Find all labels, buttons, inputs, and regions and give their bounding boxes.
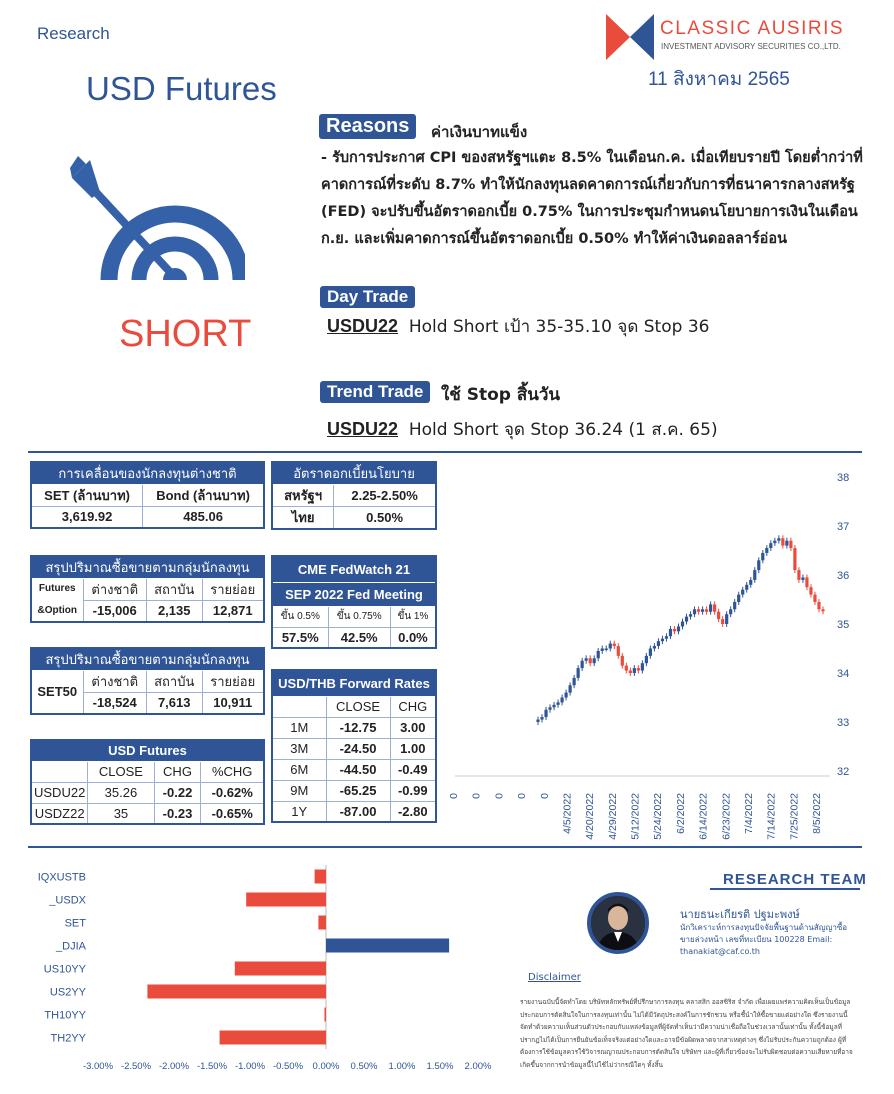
forward-chg: -2.80 (390, 801, 436, 822)
candle-body (649, 649, 652, 656)
table-row (31, 803, 264, 824)
target-arrow-icon (70, 150, 245, 285)
x-tick-label: 6/2/2022 (674, 793, 687, 834)
research-team-title: RESEARCH TEAM (723, 871, 867, 888)
table-row (272, 759, 436, 780)
candle-body (713, 604, 716, 611)
candle-body (765, 548, 768, 553)
candle-body (581, 661, 584, 668)
candle-body (609, 644, 612, 649)
x-tick-label: 0.50% (350, 1061, 378, 1072)
bar-category-label: IQXUSTB (37, 871, 86, 884)
fedwatch-c2: ขึ้น 0.75% (328, 606, 390, 627)
candle-body (701, 609, 704, 611)
candle-body (573, 678, 576, 685)
y-tick-label: 34 (837, 668, 850, 680)
candle-body (761, 553, 764, 560)
candle-body (601, 649, 604, 651)
x-tick-label: 4/20/2022 (584, 793, 597, 840)
trend-trade-subtitle: ใช้ Stop สิ้นวัน (441, 385, 561, 405)
candle-body (749, 580, 752, 585)
futures-flow-c1: ต่างชาติ (83, 579, 146, 601)
bar (246, 893, 326, 907)
set50-flow-title: สรุปปริมาณซื้อขายตามกลุ่มนักลงทุน (31, 648, 264, 671)
forward-close: -12.75 (326, 717, 390, 738)
candle-body (689, 614, 692, 616)
trend-trade-text: Hold Short จุด Stop 36.24 (1 ส.ค. 65) (408, 420, 718, 440)
company-name: CLASSIC AUSIRIS (660, 18, 845, 39)
candle-body (637, 668, 640, 670)
policy-rate-title: อัตราดอกเบี้ยนโยบาย (272, 462, 436, 485)
x-tick-label: 6/23/2022 (720, 793, 733, 840)
x-tick-label: 0 (448, 793, 460, 799)
candle-body (645, 656, 648, 663)
usd-futures-title: USD Futures (31, 740, 264, 761)
fedwatch-v1: 57.5% (272, 627, 328, 648)
reasons-subtitle: ค่าเงินบาทแข็ง (431, 123, 528, 141)
forward-tenor: 3M (272, 738, 326, 759)
candle-body (673, 629, 676, 631)
y-tick-label: 36 (837, 570, 850, 582)
candle-body (781, 538, 784, 545)
page-title: USD Futures (86, 70, 277, 107)
disclaimer-text: รายงานฉบับนี้จัดทำโดย บริษัทหลักทรัพย์ที่ปรึกษาการลงทุน คลาสสิก ออสซิริส จำกัด เพื่อเผยแพร่ความคิดเห็นเป็นข้อมูลประกอบการตัดสินใจในการลงทุนเท่านั้น ไม่ได้มีวัตถุประสงค์ในการชักชวน หรือชี้นำให้ซื้อขายแต่อย่างใด ซึ่งรายงานนี้ จัดทำด้วยความเห็นส่วนตัวประกอบกับแหล่งข้อมูลที่ผู้จัดทำเห็นว่ามีความน่าเชื่อถือในช่วงเวลานั้นเท่านั้น ทั้งนี้ข้อมูลที่ปรากฏไม่ได้เป็นการยืนยันข้อเท็จจริงแต่อย่างใดและอาจมีข้อผิดพลาดจากสาเหตุต่างๆ ซึ่งไม่รับประกันความถูกต้อง ผู้ที่ต้องการใช้ข้อมูลควรใช้วิจารณญาณประกอบการตัดสินใจ บริษัทฯ และผู้ที่เกี่ยวข้องจะไม่รับผิดชอบต่อความเสียหายที่อาจเกิดขึ้นจากการนำข้อมูลนี้ไปใช้ไม่ว่ากรณีใดๆ ทั้งสิ้น (520, 998, 853, 1069)
policy-rate-table (271, 461, 437, 530)
bar (315, 870, 326, 884)
x-tick-label: 7/25/2022 (788, 793, 801, 840)
fedwatch-subtitle: SEP 2022 Fed Meeting (272, 582, 436, 606)
candle-body (625, 666, 628, 671)
candle-body (617, 646, 620, 656)
usd-futures-close: 35.26 (88, 782, 154, 803)
candle-body (597, 651, 600, 658)
candle-body (789, 541, 792, 548)
forward-tenor: 1M (272, 717, 326, 738)
bar-category-label: SET (64, 917, 86, 930)
trend-trade-line (327, 416, 718, 443)
forward-tenor: 9M (272, 780, 326, 801)
candle-body (605, 649, 608, 651)
candle-body (693, 609, 696, 614)
candle-body (556, 702, 559, 704)
y-tick-label: 33 (837, 717, 850, 729)
candle-body (677, 626, 680, 631)
fedwatch-c1: ขึ้น 0.5% (272, 606, 328, 627)
y-tick-label: 38 (837, 472, 850, 484)
candle-body (777, 538, 780, 540)
fedwatch-title: CME FedWatch 21 (272, 556, 436, 582)
signal-label: SHORT (119, 313, 252, 355)
bar-category-label: _DJIA (56, 940, 86, 953)
usd-futures-h-pct: %CHG (201, 761, 264, 782)
candle-body (801, 577, 804, 579)
fedwatch-table (271, 555, 437, 649)
candle-body (629, 671, 632, 673)
set50-flow-c1: ต่างชาติ (83, 671, 146, 693)
table-row (272, 717, 436, 738)
set50-flow-c2: สถาบัน (146, 671, 202, 693)
foreign-flow-title: การเคลื่อนของนักลงทุนต่างชาติ (31, 462, 264, 485)
x-tick-label: 1.00% (388, 1061, 416, 1072)
x-tick-label: 7/4/2022 (742, 793, 755, 834)
foreign-flow-h2: Bond (ล้านบาท) (143, 485, 264, 507)
candle-body (793, 548, 796, 570)
candle-body (697, 609, 700, 611)
candle-body (653, 646, 656, 648)
trend-trade-symbol: USDU22 (327, 419, 399, 439)
futures-flow-c3: รายย่อย (202, 579, 264, 601)
usd-futures-h-chg: CHG (154, 761, 201, 782)
forward-title: USD/THB Forward Rates (272, 670, 436, 696)
candle-body (737, 595, 740, 602)
candle-body (560, 698, 563, 703)
day-trade-line (327, 313, 709, 340)
set50-flow-v3: 10,911 (202, 693, 264, 714)
candle-body (665, 636, 668, 638)
x-tick-label: 8/5/2022 (811, 793, 823, 834)
futures-flow-c2: สถาบัน (146, 579, 202, 601)
candle-body (805, 577, 808, 587)
usd-futures-name: USDZ22 (31, 803, 88, 824)
forward-close: -44.50 (326, 759, 390, 780)
fedwatch-v2: 42.5% (328, 627, 390, 648)
table-row (272, 801, 436, 822)
candle-body (757, 560, 760, 570)
candle-body (564, 693, 567, 698)
forward-chg: 1.00 (390, 738, 436, 759)
set50-flow-c3: รายย่อย (202, 671, 264, 693)
candle-body (821, 609, 824, 611)
usd-futures-name: USDU22 (31, 782, 88, 803)
x-tick-label: -1.50% (196, 1061, 228, 1072)
forward-chg: 3.00 (390, 717, 436, 738)
candle-body (633, 668, 636, 673)
company-logo-icon (606, 14, 654, 60)
candle-body (797, 570, 800, 580)
table-row (31, 782, 264, 803)
x-tick-label: 0.00% (312, 1061, 340, 1072)
usd-futures-table (30, 739, 265, 825)
performance-bar-chart (28, 860, 498, 1075)
candle-body (657, 641, 660, 646)
set50-flow-table (30, 647, 265, 715)
candle-body (540, 717, 543, 719)
trend-trade-badge: Trend Trade (320, 381, 430, 403)
candle-body (769, 543, 772, 548)
x-tick-label: -2.00% (158, 1061, 190, 1072)
futures-flow-v2: 2,135 (146, 601, 202, 622)
y-tick-label: 35 (837, 619, 850, 631)
x-tick-label: 5/12/2022 (629, 793, 642, 840)
bar (147, 985, 326, 999)
team-underline (710, 888, 860, 891)
y-tick-label: 37 (837, 521, 850, 533)
usd-futures-chg: -0.23 (154, 803, 201, 824)
x-tick-label: -0.50% (272, 1061, 304, 1072)
candle-body (536, 720, 539, 722)
section-divider-2 (28, 846, 862, 848)
candle-body (729, 609, 732, 614)
candle-body (685, 617, 688, 622)
policy-rate-th-value: 0.50% (334, 507, 436, 530)
analyst-position: นักวิเคราะห์การลงทุนปัจจัยพื้นฐานด้านสัญญาซื้อขายล่วงหน้า เลขที่ทะเบียน 100228 Email: thanakiat@caf.co.th (680, 923, 848, 956)
candle-body (705, 609, 708, 611)
candle-body (753, 570, 756, 580)
bar-category-label: TH2YY (50, 1032, 86, 1045)
bar (235, 962, 326, 976)
bar (324, 1008, 326, 1022)
usd-futures-pct: -0.62% (201, 782, 264, 803)
futures-flow-title: สรุปปริมาณซื้อขายตามกลุ่มนักลงทุน (31, 556, 264, 579)
policy-rate-us-label: สหรัฐฯ (272, 485, 334, 507)
x-tick-label: 0 (516, 793, 529, 799)
futures-flow-v1: -15,006 (83, 601, 146, 622)
candle-body (585, 658, 588, 660)
usd-futures-close: 35 (88, 803, 154, 824)
report-date: 11 สิงหาคม 2565 (648, 69, 790, 90)
day-trade-text: Hold Short เป้า 35-35.10 จุด Stop 36 (408, 317, 710, 337)
candle-body (661, 639, 664, 641)
candle-body (709, 604, 712, 611)
candle-body (809, 587, 812, 594)
set50-flow-v2: 7,613 (146, 693, 202, 714)
forward-chg: -0.49 (390, 759, 436, 780)
candle-body (813, 595, 816, 602)
usd-futures-pct: -0.65% (201, 803, 264, 824)
day-trade-badge: Day Trade (320, 286, 415, 308)
candle-body (544, 710, 547, 717)
avatar (587, 892, 649, 954)
bar-category-label: US10YY (43, 963, 86, 976)
forward-tenor: 6M (272, 759, 326, 780)
foreign-flow-h1: SET (ล้านบาท) (31, 485, 143, 507)
section-label: Research (37, 24, 110, 43)
candle-body (785, 541, 788, 546)
usd-futures-blank (31, 761, 88, 782)
forward-h-chg: CHG (390, 696, 436, 717)
x-tick-label: 1.50% (426, 1061, 454, 1072)
candle-body (721, 619, 724, 624)
candle-body (669, 629, 672, 636)
fedwatch-c3: ขึ้น 1% (390, 606, 436, 627)
analyst-name: นายธนะเกียรติ ปฐมะพงษ์ (680, 908, 800, 921)
candle-body (641, 663, 644, 670)
x-tick-label: 4/29/2022 (606, 793, 619, 840)
x-tick-label: -2.50% (120, 1061, 152, 1072)
candle-body (741, 590, 744, 595)
x-tick-label: -3.00% (82, 1061, 114, 1072)
bar (220, 1031, 326, 1045)
futures-flow-label: Futures &Option (31, 579, 83, 622)
policy-rate-th-label: ไทย (272, 507, 334, 530)
foreign-flow-v2: 485.06 (143, 507, 264, 528)
candle-body (613, 644, 616, 646)
forward-close: -87.00 (326, 801, 390, 822)
forward-chg: -0.99 (390, 780, 436, 801)
candle-body (548, 707, 551, 709)
reasons-badge: Reasons (319, 114, 416, 139)
candle-body (745, 585, 748, 590)
candle-body (589, 658, 592, 663)
y-tick-label: 32 (837, 766, 850, 778)
candle-body (593, 658, 596, 663)
bar-category-label: TH10YY (44, 1009, 86, 1022)
forward-close: -24.50 (326, 738, 390, 759)
candle-body (817, 602, 820, 609)
x-tick-label: 5/24/2022 (652, 793, 665, 840)
candle-body (681, 622, 684, 627)
x-tick-label: 7/14/2022 (765, 793, 778, 840)
x-tick-label: 4/5/2022 (561, 793, 574, 834)
table-row (272, 738, 436, 759)
bar-category-label: _USDX (49, 894, 86, 907)
company-subtitle: INVESTMENT ADVISORY SECURITIES CO.,LTD. (661, 42, 841, 51)
candle-body (552, 705, 555, 707)
x-tick-label: 0 (470, 793, 483, 799)
candle-body (725, 614, 728, 624)
candle-body (621, 656, 624, 666)
usd-futures-h-close: CLOSE (88, 761, 154, 782)
forward-h-close: CLOSE (326, 696, 390, 717)
bar (326, 939, 449, 953)
candle-body (569, 685, 572, 692)
bar-category-label: US2YY (49, 986, 86, 999)
futures-flow-table (30, 555, 265, 623)
usd-futures-chg: -0.22 (154, 782, 201, 803)
forward-rates-table (271, 669, 437, 823)
set50-flow-v1: -18,524 (83, 693, 146, 714)
forward-tenor: 1Y (272, 801, 326, 822)
fedwatch-v3: 0.0% (390, 627, 436, 648)
disclaimer-link[interactable]: Disclaimer (528, 972, 581, 983)
candle-body (733, 602, 736, 609)
policy-rate-us-value: 2.25-2.50% (334, 485, 436, 507)
analyst-photo-icon (591, 896, 645, 950)
x-tick-label: -1.00% (234, 1061, 266, 1072)
bar (318, 916, 326, 930)
futures-flow-v3: 12,871 (202, 601, 264, 622)
section-divider (28, 451, 862, 453)
forward-blank (272, 696, 326, 717)
candle-body (717, 612, 720, 619)
x-tick-label: 2.00% (464, 1061, 492, 1072)
day-trade-symbol: USDU22 (327, 316, 399, 336)
x-tick-label: 0 (493, 793, 506, 799)
forward-close: -65.25 (326, 780, 390, 801)
reasons-text: - รับการประกาศ CPI ของสหรัฐฯแตะ 8.5% ในเดือนก.ค. เมื่อเทียบรายปี โดยต่ำกว่าที่คาดการณ์ที่ระดับ 8.7% ทำให้นักลงทุนลดคาดการณ์เกี่ยวกับการที่ธนาคารกลางสหรัฐ (FED) จะปรับขึ้นอัตราดอกเบี้ย 0.75% ในการประชุมกำหนดนโยบายการเงินในเดือนก.ย. และเพิ่มคาดการณ์ขึ้นอัตราดอกเบี้ย 0.50% ทำให้ค่าเงินดอลลาร์อ่อน (321, 150, 863, 247)
candle-body (773, 541, 776, 543)
candle-body (577, 668, 580, 678)
foreign-flow-table (30, 461, 265, 529)
foreign-flow-v1: 3,619.92 (31, 507, 143, 528)
x-tick-label: 0 (538, 793, 551, 799)
x-tick-label: 6/14/2022 (697, 793, 710, 840)
candlestick-chart (445, 462, 865, 842)
set50-flow-label: SET50 (31, 671, 83, 714)
table-row (272, 780, 436, 801)
